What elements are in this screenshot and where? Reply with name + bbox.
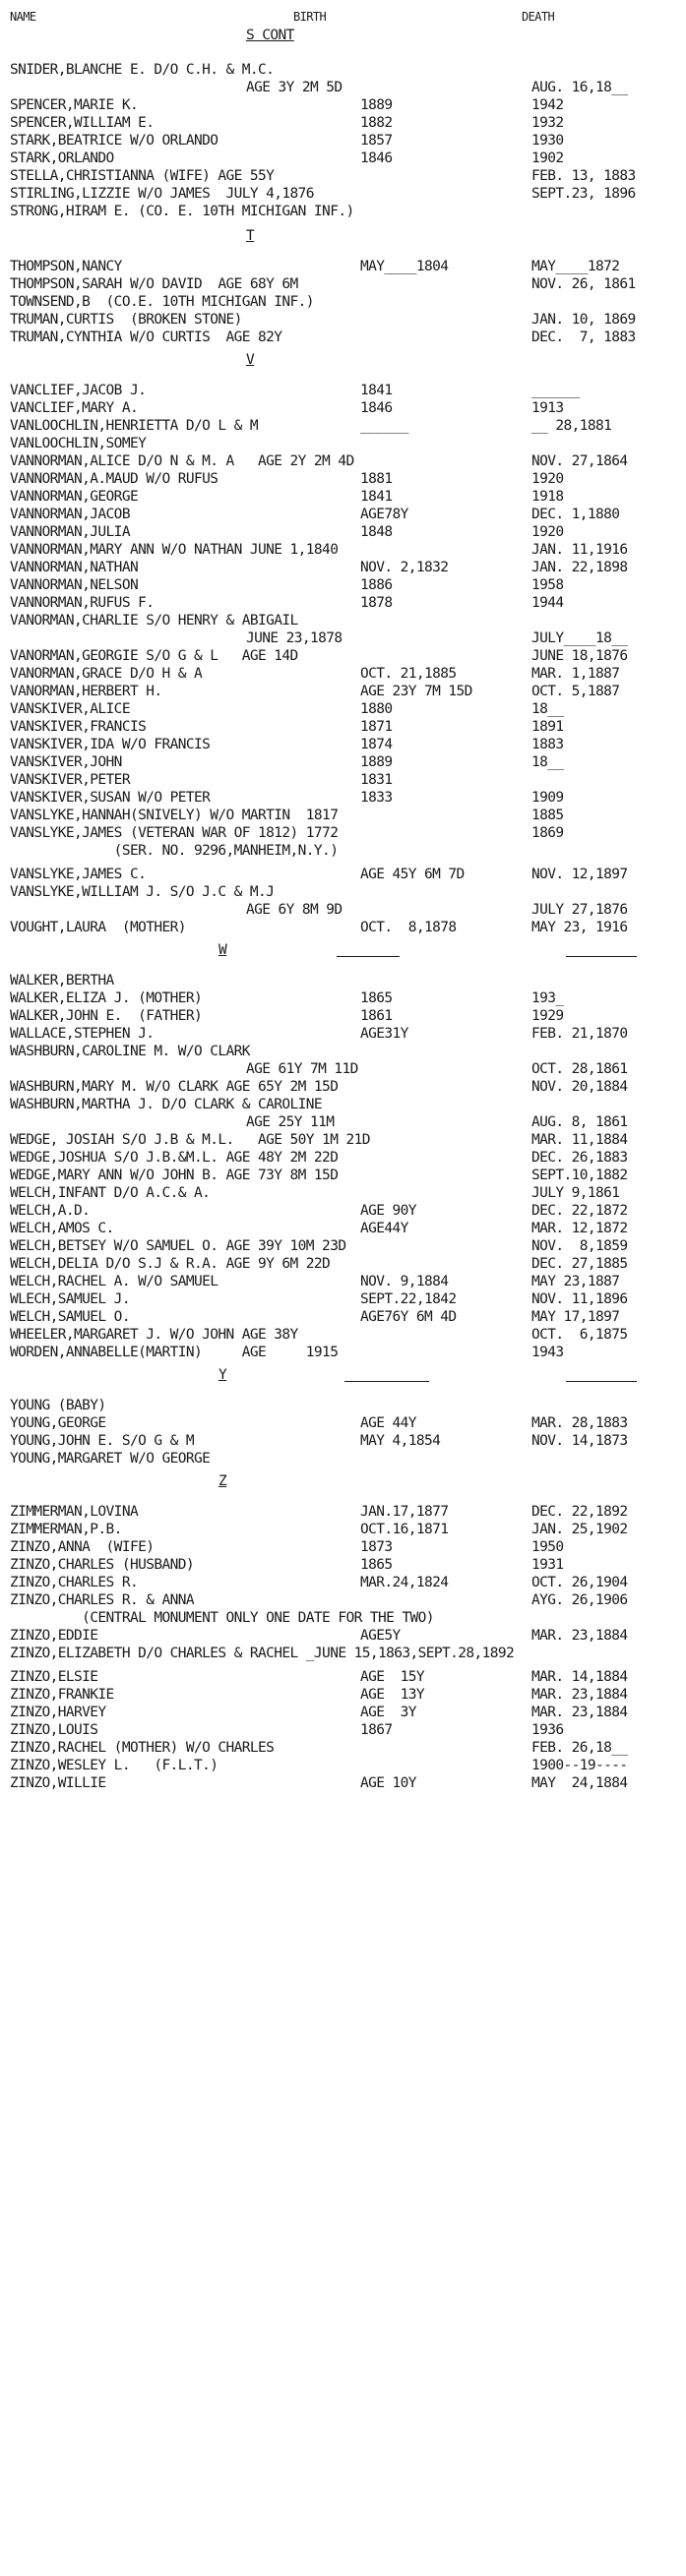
record-name: WORDEN,ANNABELLE(MARTIN) AGE 1915 — [10, 1345, 339, 1360]
record-name: WELCH,BETSEY W/O SAMUEL O. AGE 39Y 10M 23D — [10, 1238, 346, 1254]
record-name: VANSLYKE,JAMES (VETERAN WAR OF 1812) 1772 — [10, 825, 339, 841]
record-death: NOV. 11,1896 — [531, 1291, 628, 1307]
column-header-name: NAME — [10, 10, 36, 24]
record-name: ZINZO,CHARLES (HUSBAND) — [10, 1557, 194, 1573]
record-death: MAY 24,1884 — [531, 1775, 628, 1791]
record-birth: NOV. 9,1884 — [360, 1274, 449, 1289]
section-v-heading: V — [246, 352, 255, 368]
record-death: 1869 — [531, 825, 564, 841]
record-name: WELCH,RACHEL A. W/O SAMUEL — [10, 1274, 218, 1289]
record-birth: AGE78Y — [360, 507, 408, 522]
record-name: WELCH,INFANT D/O A.C.& A. — [10, 1185, 211, 1201]
record-death: __ 28,1881 — [531, 418, 612, 434]
record-age-line: AGE 61Y 7M 11D — [246, 1061, 358, 1077]
record-name: STARK,ORLANDO — [10, 150, 114, 166]
record-death: MAR. 14,1884 — [531, 1669, 628, 1685]
record-birth: AGE 44Y — [360, 1415, 416, 1431]
record-birth: 1874 — [360, 737, 393, 752]
record-name: VANCLIEF,JACOB J. — [10, 383, 147, 398]
record-birth: MAY____1804 — [360, 259, 449, 274]
record-birth: AGE31Y — [360, 1026, 408, 1042]
record-birth: 1871 — [360, 719, 393, 735]
record-name: VOUGHT,LAURA (MOTHER) — [10, 920, 186, 935]
record-death: JUNE 18,1876 — [531, 648, 628, 664]
record-death: NOV. 26, 1861 — [531, 276, 636, 292]
record-death: JAN. 11,1916 — [531, 542, 628, 558]
record-death: MAR. 1,1887 — [531, 666, 620, 682]
record-death: NOV. 8,1859 — [531, 1238, 628, 1254]
record-birth: 1841 — [360, 383, 393, 398]
record-name: STIRLING,LIZZIE W/O JAMES JULY 4,1876 — [10, 186, 314, 202]
record-birth: 1886 — [360, 577, 393, 593]
record-age-line: JUNE 23,1878 — [246, 630, 343, 646]
record-name: VANNORMAN,A.MAUD W/O RUFUS — [10, 471, 218, 487]
record-name: VANNORMAN,MARY ANN W/O NATHAN JUNE 1,1840 — [10, 542, 339, 558]
record-birth: 1846 — [360, 150, 393, 166]
record-birth: 1846 — [360, 400, 393, 416]
record-name: WELCH,AMOS C. — [10, 1221, 114, 1236]
record-name: VANNORMAN,JULIA — [10, 524, 130, 540]
record-death: AUG. 16,18__ — [531, 80, 628, 95]
record-death: 1932 — [531, 115, 564, 131]
record-name: WALLACE,STEPHEN J. — [10, 1026, 155, 1042]
record-name: WHEELER,MARGARET J. W/O JOHN AGE 38Y — [10, 1327, 298, 1343]
record-death: 1920 — [531, 471, 564, 487]
record-name: ZINZO,FRANKIE — [10, 1687, 114, 1703]
record-death: JULY 27,1876 — [531, 902, 628, 918]
record-death: DEC. 1,1880 — [531, 507, 620, 522]
record-death: FEB. 13, 1883 — [531, 168, 636, 184]
record-name: STRONG,HIRAM E. (CO. E. 10TH MICHIGAN INF.) — [10, 204, 354, 219]
record-birth: 1833 — [360, 790, 393, 806]
record-birth: 1882 — [360, 115, 393, 131]
record-birth: 1857 — [360, 133, 393, 149]
record-death: 1913 — [531, 400, 564, 416]
record-death: 1918 — [531, 489, 564, 505]
record-death: MAR. 23,1884 — [531, 1628, 628, 1644]
record-name: VANSLYKE,HANNAH(SNIVELY) W/O MARTIN 1817 — [10, 808, 339, 823]
record-death: JAN. 22,1898 — [531, 560, 628, 575]
record-death: 1891 — [531, 719, 564, 735]
record-death: 1958 — [531, 577, 564, 593]
record-birth: 1848 — [360, 524, 393, 540]
record-death: 1930 — [531, 133, 564, 149]
record-name: ZINZO,ELSIE — [10, 1669, 98, 1685]
record-birth: 1841 — [360, 489, 393, 505]
record-death: DEC. 22,1872 — [531, 1203, 628, 1219]
record-age-line: AGE 3Y 2M 5D — [246, 80, 343, 95]
record-death: 1929 — [531, 1008, 564, 1024]
record-death: JULY 9,1861 — [531, 1185, 620, 1201]
record-death: MAY____1872 — [531, 259, 620, 274]
record-death: 1931 — [531, 1557, 564, 1573]
record-name: TRUMAN,CURTIS (BROKEN STONE) — [10, 312, 242, 328]
record-name: THOMPSON,SARAH W/O DAVID AGE 68Y 6M — [10, 276, 298, 292]
record-name: ZINZO,CHARLES R. & ANNA — [10, 1592, 194, 1608]
record-birth: AGE 10Y — [360, 1775, 416, 1791]
record-name: WEDGE, JOSIAH S/O J.B & M.L. AGE 50Y 1M 21D — [10, 1132, 370, 1148]
record-birth: OCT. 21,1885 — [360, 666, 457, 682]
record-name: WASHBURN,MARY M. W/O CLARK AGE 65Y 2M 15D — [10, 1079, 339, 1095]
record-birth: NOV. 2,1832 — [360, 560, 449, 575]
record-name: ZINZO,ANNA (WIFE) — [10, 1539, 155, 1555]
record-name: VANNORMAN,ALICE D/O N & M. A AGE 2Y 2M 4D — [10, 453, 354, 469]
section-z-heading: Z — [218, 1473, 227, 1489]
column-header-birth: BIRTH — [293, 10, 327, 24]
record-death: 18__ — [531, 754, 564, 770]
record-death: 1920 — [531, 524, 564, 540]
record-death: FEB. 21,1870 — [531, 1026, 628, 1042]
record-death: JAN. 25,1902 — [531, 1522, 628, 1537]
record-name: ZINZO,CHARLES R. — [10, 1575, 139, 1590]
record-name: WELCH,A.D. — [10, 1203, 91, 1219]
record-birth: AGE76Y 6M 4D — [360, 1309, 457, 1325]
record-death: SEPT.10,1882 — [531, 1168, 628, 1183]
record-age-line: AGE 25Y 11M — [246, 1114, 335, 1130]
record-death: MAR. 23,1884 — [531, 1705, 628, 1720]
record-death: JULY____18__ — [531, 630, 628, 646]
record-death: 1936 — [531, 1722, 564, 1738]
record-birth: 1867 — [360, 1722, 393, 1738]
record-death: 18__ — [531, 701, 564, 717]
record-birth: AGE 90Y — [360, 1203, 416, 1219]
record-name: WALKER,JOHN E. (FATHER) — [10, 1008, 203, 1024]
record-birth: SEPT.22,1842 — [360, 1291, 457, 1307]
record-birth: 1865 — [360, 990, 393, 1006]
record-name: VANLOOCHLIN,SOMEY — [10, 436, 147, 451]
record-death: DEC. 26,1883 — [531, 1150, 628, 1166]
record-name: VANSKIVER,JOHN — [10, 754, 122, 770]
record-death: 193_ — [531, 990, 564, 1006]
record-death: MAY 23,1887 — [531, 1274, 620, 1289]
record-death: MAY 17,1897 — [531, 1309, 620, 1325]
record-death: DEC. 27,1885 — [531, 1256, 628, 1272]
record-birth: MAY 4,1854 — [360, 1433, 441, 1449]
record-name: TOWNSEND,B (CO.E. 10TH MICHIGAN INF.) — [10, 294, 314, 310]
record-death: JAN. 10, 1869 — [531, 312, 636, 328]
record-birth: MAR.24,1824 — [360, 1575, 449, 1590]
record-death: 1942 — [531, 97, 564, 113]
record-age-line: AGE 6Y 8M 9D — [246, 902, 343, 918]
record-name: VANSKIVER,IDA W/O FRANCIS — [10, 737, 211, 752]
record-birth: AGE 13Y — [360, 1687, 425, 1703]
record-name: VANNORMAN,NATHAN — [10, 560, 139, 575]
record-death: 1902 — [531, 150, 564, 166]
section-continued-heading: S CONT — [246, 28, 294, 43]
rule — [337, 956, 400, 957]
record-name: SPENCER,MARIE K. — [10, 97, 139, 113]
record-birth: JAN.17,1877 — [360, 1504, 449, 1520]
record-death: MAR. 12,1872 — [531, 1221, 628, 1236]
record-birth: 1831 — [360, 772, 393, 788]
record-death: 1944 — [531, 595, 564, 611]
record-birth: OCT. 8,1878 — [360, 920, 457, 935]
record-birth: 1889 — [360, 97, 393, 113]
record-birth: 1865 — [360, 1557, 393, 1573]
record-name: VANLOOCHLIN,HENRIETTA D/O L & M — [10, 418, 259, 434]
record-death: AYG. 26,1906 — [531, 1592, 628, 1608]
record-birth: 1881 — [360, 471, 393, 487]
record-death: ______ — [531, 383, 580, 398]
section-t-heading: T — [246, 228, 255, 244]
record-death: NOV. 20,1884 — [531, 1079, 628, 1095]
record-death: 1909 — [531, 790, 564, 806]
record-name: ZINZO,LOUIS — [10, 1722, 98, 1738]
record-death: 1943 — [531, 1345, 564, 1360]
record-name: WASHBURN,CAROLINE M. W/O CLARK — [10, 1044, 250, 1059]
record-name: VANNORMAN,RUFUS F. — [10, 595, 155, 611]
record-birth: 1889 — [360, 754, 393, 770]
record-name: STARK,BEATRICE W/O ORLANDO — [10, 133, 218, 149]
record-name: WALKER,ELIZA J. (MOTHER) — [10, 990, 203, 1006]
record-birth: 1873 — [360, 1539, 393, 1555]
record-birth: OCT.16,1871 — [360, 1522, 449, 1537]
record-death: 1950 — [531, 1539, 564, 1555]
record-name: VANNORMAN,JACOB — [10, 507, 130, 522]
record-name: SNIDER,BLANCHE E. D/O C.H. & M.C. — [10, 62, 275, 78]
record-death: MAY 23, 1916 — [531, 920, 628, 935]
record-death: OCT. 28,1861 — [531, 1061, 628, 1077]
rule — [566, 1381, 637, 1382]
record-birth: AGE 45Y 6M 7D — [360, 867, 465, 882]
record-name: VANCLIEF,MARY A. — [10, 400, 139, 416]
record-birth: 1878 — [360, 595, 393, 611]
record-death: MAR. 28,1883 — [531, 1415, 628, 1431]
record-birth: AGE 23Y 7M 15D — [360, 684, 472, 699]
record-name: WELCH,DELIA D/O S.J & R.A. AGE 9Y 6M 22D — [10, 1256, 331, 1272]
record-birth: AGE 3Y — [360, 1705, 416, 1720]
record-name: ZIMMERMAN,LOVINA — [10, 1504, 139, 1520]
record-name: ZINZO,RACHEL (MOTHER) W/O CHARLES — [10, 1740, 275, 1756]
record-name: WELCH,SAMUEL O. — [10, 1309, 130, 1325]
record-death: DEC. 7, 1883 — [531, 329, 636, 345]
record-name: WALKER,BERTHA — [10, 973, 114, 988]
record-name: YOUNG (BABY) — [10, 1398, 106, 1413]
record-name: (CENTRAL MONUMENT ONLY ONE DATE FOR THE TWO) — [10, 1610, 434, 1626]
record-name: VANORMAN,GRACE D/O H & A — [10, 666, 203, 682]
record-name: ZINZO,HARVEY — [10, 1705, 106, 1720]
section-y-heading: Y — [218, 1367, 227, 1383]
record-death: 1900--19---- — [531, 1758, 628, 1773]
record-name: ZIMMERMAN,P.B. — [10, 1522, 122, 1537]
record-name: WLECH,SAMUEL J. — [10, 1291, 130, 1307]
record-name: STELLA,CHRISTIANNA (WIFE) AGE 55Y — [10, 168, 275, 184]
record-name: (SER. NO. 9296,MANHEIM,N.Y.) — [10, 843, 339, 859]
record-name: ZINZO,EDDIE — [10, 1628, 98, 1644]
record-name: YOUNG,MARGARET W/O GEORGE — [10, 1451, 211, 1467]
record-name: YOUNG,GEORGE — [10, 1415, 106, 1431]
record-name: TRUMAN,CYNTHIA W/O CURTIS AGE 82Y — [10, 329, 282, 345]
record-birth: AGE5Y — [360, 1628, 401, 1644]
record-death: MAR. 23,1884 — [531, 1687, 628, 1703]
record-death: NOV. 27,1864 — [531, 453, 628, 469]
record-name: VANSKIVER,PETER — [10, 772, 130, 788]
record-name: THOMPSON,NANCY — [10, 259, 122, 274]
record-name: VANSKIVER,FRANCIS — [10, 719, 147, 735]
record-name: VANNORMAN,GEORGE — [10, 489, 139, 505]
rule — [344, 1381, 429, 1382]
section-w-heading: W — [218, 942, 227, 958]
record-name: VANSLYKE,JAMES C. — [10, 867, 147, 882]
record-birth: 1880 — [360, 701, 393, 717]
record-death: MAR. 11,1884 — [531, 1132, 628, 1148]
record-death: NOV. 12,1897 — [531, 867, 628, 882]
rule — [566, 956, 637, 957]
record-birth: AGE 15Y — [360, 1669, 425, 1685]
record-birth: 1861 — [360, 1008, 393, 1024]
record-death: 1883 — [531, 737, 564, 752]
record-name: YOUNG,JOHN E. S/O G & M — [10, 1433, 194, 1449]
record-name: VANSLYKE,WILLIAM J. S/O J.C & M.J — [10, 884, 275, 900]
record-name: ZINZO,ELIZABETH D/O CHARLES & RACHEL _JUNE 15,1863,SEPT.28,1892 — [10, 1646, 515, 1661]
column-header-death: DEATH — [522, 10, 555, 24]
record-death: OCT. 26,1904 — [531, 1575, 628, 1590]
record-name: ZINZO,WILLIE — [10, 1775, 106, 1791]
record-death: SEPT.23, 1896 — [531, 186, 636, 202]
record-name: WEDGE,JOSHUA S/O J.B.&M.L. AGE 48Y 2M 22D — [10, 1150, 339, 1166]
record-death: AUG. 8, 1861 — [531, 1114, 628, 1130]
record-death: DEC. 22,1892 — [531, 1504, 628, 1520]
record-name: SPENCER,WILLIAM E. — [10, 115, 155, 131]
record-death: NOV. 14,1873 — [531, 1433, 628, 1449]
record-birth: ______ — [360, 418, 408, 434]
record-name: VANORMAN,HERBERT H. — [10, 684, 162, 699]
record-name: WEDGE,MARY ANN W/O JOHN B. AGE 73Y 8M 15D — [10, 1168, 339, 1183]
record-name: ZINZO,WESLEY L. (F.L.T.) — [10, 1758, 218, 1773]
record-name: WASHBURN,MARTHA J. D/O CLARK & CAROLINE — [10, 1097, 323, 1112]
record-name: VANORMAN,CHARLIE S/O HENRY & ABIGAIL — [10, 613, 298, 629]
record-name: VANSKIVER,SUSAN W/O PETER — [10, 790, 211, 806]
record-death: FEB. 26,18__ — [531, 1740, 628, 1756]
record-name: VANORMAN,GEORGIE S/O G & L AGE 14D — [10, 648, 298, 664]
record-death: OCT. 6,1875 — [531, 1327, 628, 1343]
record-name: VANNORMAN,NELSON — [10, 577, 139, 593]
record-name: VANSKIVER,ALICE — [10, 701, 130, 717]
record-birth: AGE44Y — [360, 1221, 408, 1236]
record-death: 1885 — [531, 808, 564, 823]
record-death: OCT. 5,1887 — [531, 684, 620, 699]
